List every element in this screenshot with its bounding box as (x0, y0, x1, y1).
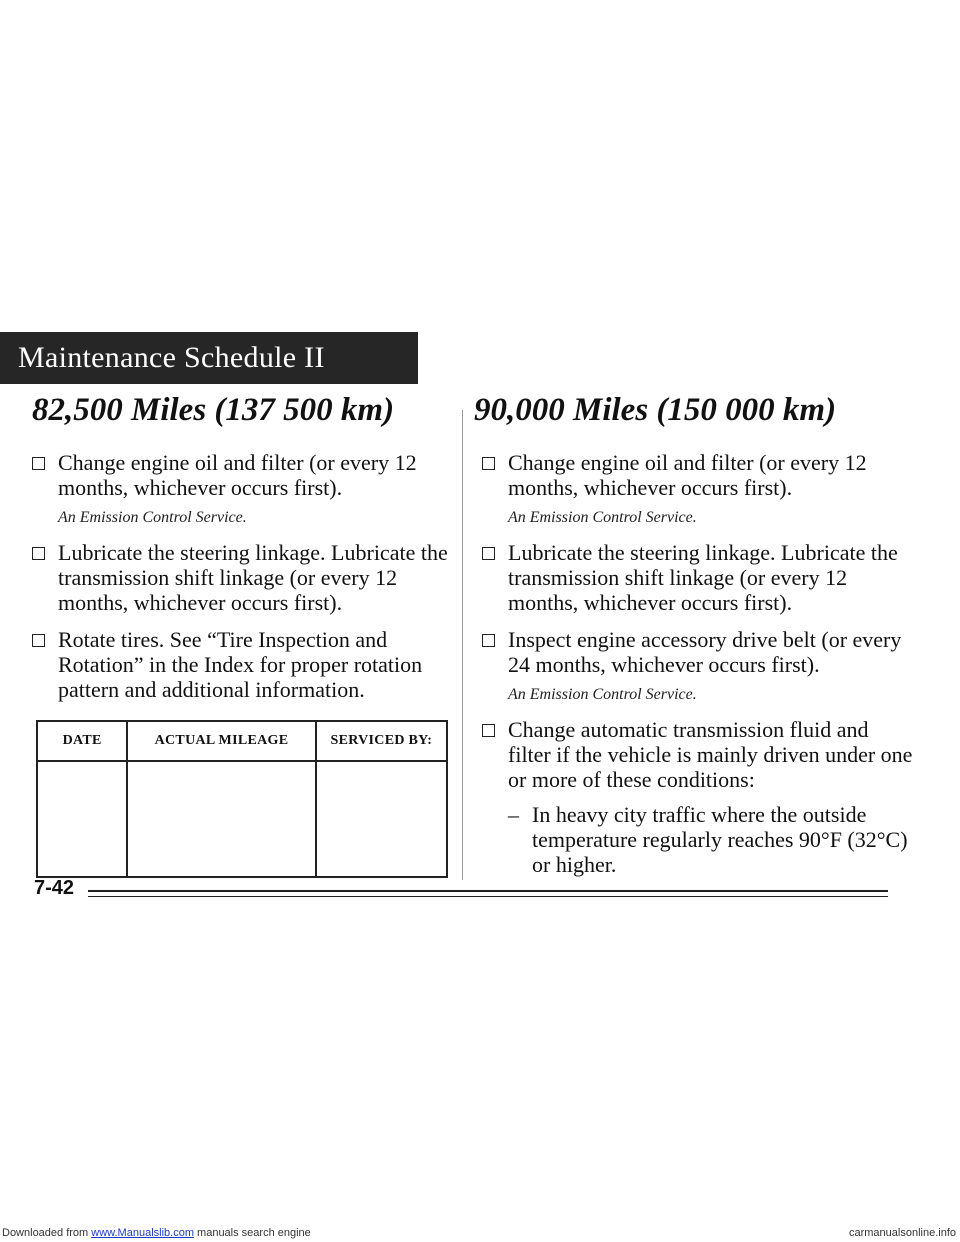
date-cell[interactable] (37, 761, 127, 877)
column-divider (462, 410, 463, 880)
table-header-row (37, 721, 447, 761)
item-text: Change engine oil and filter (or every 12 months, whichever occurs first). (508, 450, 867, 500)
checkbox-icon (32, 457, 45, 470)
item-text: Change engine oil and filter (or every 12 months, whichever occurs first). (58, 450, 417, 500)
manualslib-link[interactable]: www.Manualslib.com (91, 1227, 194, 1239)
item-text: Rotate tires. See “Tire Inspection and Rotation” in the Index for proper rotation pattern and additional information. (58, 627, 423, 702)
footer-rule (88, 890, 888, 897)
checklist-item (24, 450, 454, 528)
download-footer (0, 1226, 960, 1242)
table-row (37, 761, 447, 877)
checklist-item (474, 627, 914, 705)
item-text: Change automatic transmission fluid and filter if the vehicle is mainly driven under one or more of these conditions: (508, 717, 913, 792)
footer-source (2, 1226, 311, 1240)
item-text: Lubricate the steering linkage. Lubricate the transmission shift linkage (or every 12 months, whichever occurs first). (508, 540, 898, 615)
serviced-by-cell[interactable] (316, 761, 447, 877)
checkbox-icon (32, 547, 45, 560)
right-heading: 90,000 Miles (150 000 km) (474, 392, 837, 428)
service-record-table (36, 720, 448, 878)
item-text: Inspect engine accessory drive belt (or every 24 months, whichever occurs first). (508, 627, 902, 677)
checkbox-icon (482, 547, 495, 560)
checklist-item (24, 540, 454, 615)
checkbox-icon (482, 724, 495, 737)
footer-watermark: carmanualsonline.info (848, 1227, 956, 1239)
sub-item-text: In heavy city traffic where the outside temperature regularly reaches 90°F (32°C) or higher. (532, 802, 908, 877)
column-header-mileage: ACTUAL MILEAGE (127, 721, 316, 761)
item-text: Lubricate the steering linkage. Lubricate the transmission shift linkage (or every 12 months, whichever occurs first). (58, 540, 448, 615)
column-header-serviced-by: SERVICED BY: (316, 721, 447, 761)
mileage-cell[interactable] (127, 761, 316, 877)
left-heading: 82,500 Miles (137 500 km) (32, 392, 395, 428)
footer-suffix: manuals search engine (193, 1227, 311, 1239)
section-banner: Maintenance Schedule II (0, 332, 418, 384)
checklist-item (474, 450, 914, 528)
right-column (474, 390, 914, 889)
emission-note: An Emission Control Service. (58, 509, 247, 526)
emission-note: An Emission Control Service. (508, 509, 697, 526)
left-column (24, 390, 454, 714)
checkbox-icon (482, 634, 495, 647)
emission-note: An Emission Control Service. (508, 686, 697, 703)
checklist-item (474, 540, 914, 615)
checkbox-icon (482, 457, 495, 470)
checklist-item (474, 717, 914, 877)
dash-bullet: – (508, 802, 519, 827)
page-number: 7-42 (34, 877, 75, 899)
sub-list-item (508, 802, 914, 877)
checkbox-icon (32, 634, 45, 647)
checklist-item (24, 627, 454, 702)
footer-prefix: Downloaded from (2, 1227, 92, 1239)
column-header-date: DATE (37, 721, 127, 761)
